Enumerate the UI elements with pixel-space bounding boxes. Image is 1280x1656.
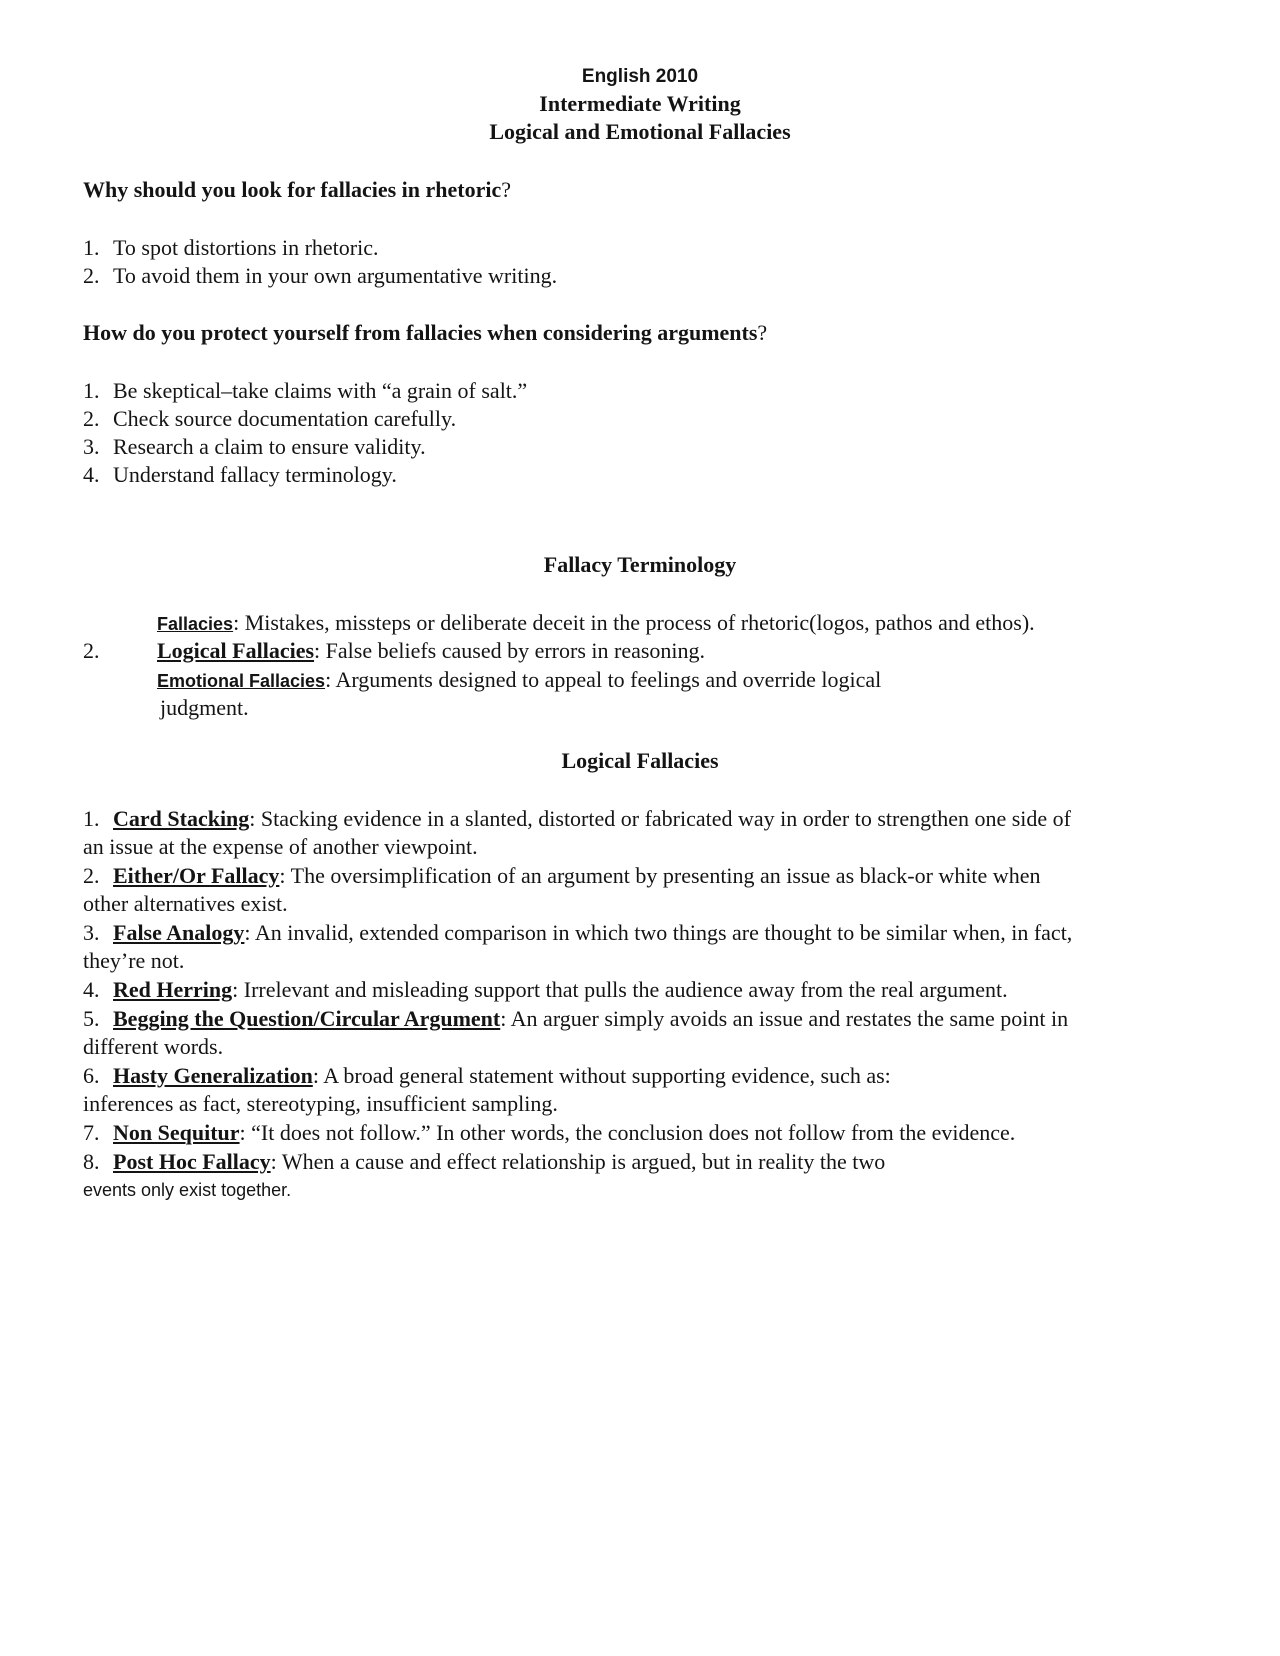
course-subtitle: Intermediate Writing: [539, 91, 741, 116]
how-question: [83, 319, 767, 347]
fallacy-continuation: events only exist together.: [83, 1180, 292, 1200]
terminology-stray-number: 2.: [83, 638, 100, 663]
fallacy-definition: An invalid, extended comparison in which two things are thought to be similar when, in fact,: [250, 920, 1073, 945]
list-text: To spot distortions in rhetoric.: [113, 235, 379, 260]
fallacy-continuation: they’re not.: [83, 948, 185, 973]
terminology-item: [157, 666, 881, 695]
fallacy-separator: :: [312, 1063, 319, 1088]
fallacy-definition: An arguer simply avoids an issue and restates the same point in: [506, 1006, 1069, 1031]
terminology-heading: Fallacy Terminology: [543, 552, 737, 577]
fallacy-number: 6.: [83, 1063, 100, 1088]
list-number: 2.: [83, 406, 100, 431]
fallacy-term: False Analogy: [113, 920, 245, 945]
list-text: To avoid them in your own argumentative writing.: [113, 263, 558, 288]
term-label: Logical Fallacies: [157, 638, 315, 663]
fallacy-term: Begging the Question/Circular Argument: [113, 1006, 501, 1031]
fallacy-definition: Stacking evidence in a slanted, distorted or fabricated way in order to strengthen one side of: [255, 806, 1071, 831]
fallacy-continuation: different words.: [83, 1034, 224, 1059]
fallacy-item: [83, 919, 1072, 947]
fallacy-separator: :: [249, 806, 256, 831]
fallacy-separator: :: [500, 1006, 507, 1031]
fallacy-item: [83, 1148, 885, 1176]
term-definition: Arguments designed to appeal to feelings and override logical: [331, 667, 882, 692]
how-question-text: How do you protect yourself from fallacies when considering arguments: [83, 320, 758, 345]
fallacy-term: Post Hoc Fallacy: [113, 1149, 271, 1174]
fallacy-term: Hasty Generalization: [113, 1063, 313, 1088]
list-text: Check source documentation carefully.: [113, 406, 457, 431]
list-number: 1.: [83, 378, 100, 403]
list-number: 1.: [83, 235, 100, 260]
fallacy-definition: The oversimplification of an argument by presenting an issue as black-or white when: [285, 863, 1041, 888]
logical-heading: Logical Fallacies: [561, 748, 719, 773]
fallacy-number: 7.: [83, 1120, 100, 1145]
term-separator: :: [314, 638, 321, 663]
fallacy-continuation: other alternatives exist.: [83, 891, 288, 916]
fallacy-item: [83, 976, 1008, 1004]
why-question: [83, 176, 511, 204]
fallacy-continuation: inferences as fact, stereotyping, insufficient sampling.: [83, 1091, 558, 1116]
document-title: Logical and Emotional Fallacies: [489, 119, 791, 144]
why-list-item: [83, 262, 557, 290]
fallacy-separator: :: [232, 977, 239, 1002]
fallacy-item: [83, 862, 1040, 890]
term-separator: :: [233, 610, 240, 635]
list-number: 3.: [83, 434, 100, 459]
why-list-item: [83, 234, 379, 262]
term-definition: Mistakes, missteps or deliberate deceit in the process of rhetoric(logos, pathos and ethos).: [239, 610, 1035, 635]
fallacy-number: 3.: [83, 920, 100, 945]
why-question-mark: ?: [501, 177, 511, 202]
fallacy-item: [83, 805, 1071, 833]
fallacy-item: [83, 1119, 1015, 1147]
fallacy-number: 5.: [83, 1006, 100, 1031]
how-list-item: [83, 405, 456, 433]
term-label: Fallacies: [157, 614, 234, 634]
how-list-item: [83, 377, 527, 405]
list-number: 4.: [83, 462, 100, 487]
fallacy-number: 1.: [83, 806, 100, 831]
fallacy-definition: When a cause and effect relationship is argued, but in reality the two: [276, 1149, 886, 1174]
fallacy-number: 8.: [83, 1149, 100, 1174]
fallacy-separator: :: [239, 1120, 246, 1145]
fallacy-separator: :: [270, 1149, 277, 1174]
fallacy-separator: :: [279, 863, 286, 888]
how-question-mark: ?: [757, 320, 768, 345]
terminology-item: [157, 609, 1035, 638]
list-text: Research a claim to ensure validity.: [113, 434, 426, 459]
fallacy-definition: “It does not follow.” In other words, the conclusion does not follow from the evidence.: [245, 1120, 1016, 1145]
fallacy-item: [83, 1062, 891, 1090]
fallacy-term: Either/Or Fallacy: [113, 863, 280, 888]
list-number: 2.: [83, 263, 100, 288]
how-list-item: [83, 433, 426, 461]
fallacy-number: 2.: [83, 863, 100, 888]
course-number: English 2010: [581, 66, 699, 87]
how-list-item: [83, 461, 397, 489]
fallacy-definition: Irrelevant and misleading support that pulls the audience away from the real argument.: [238, 977, 1008, 1002]
fallacy-definition: A broad general statement without supporting evidence, such as:: [318, 1063, 891, 1088]
why-question-text: Why should you look for fallacies in rhetoric: [83, 177, 502, 202]
fallacy-term: Red Herring: [113, 977, 233, 1002]
fallacy-continuation: an issue at the expense of another viewpoint.: [83, 834, 478, 859]
terminology-item: [157, 637, 705, 665]
term-label: Emotional Fallacies: [157, 671, 326, 691]
fallacy-term: Non Sequitur: [113, 1120, 240, 1145]
list-text: Understand fallacy terminology.: [113, 462, 397, 487]
term-definition: False beliefs caused by errors in reasoning.: [320, 638, 706, 663]
list-text: Be skeptical–take claims with “a grain of salt.”: [113, 378, 528, 403]
fallacy-item: [83, 1005, 1068, 1033]
fallacy-separator: :: [244, 920, 251, 945]
terminology-continuation: judgment.: [160, 695, 249, 720]
fallacy-number: 4.: [83, 977, 100, 1002]
fallacy-term: Card Stacking: [113, 806, 250, 831]
term-separator: :: [325, 667, 332, 692]
